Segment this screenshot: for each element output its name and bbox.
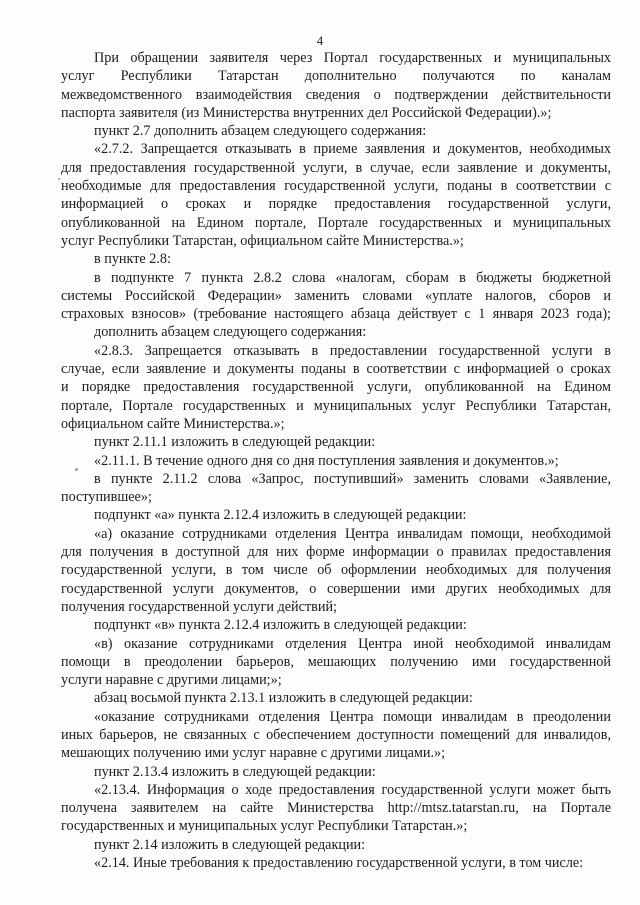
text-line: пункт 2.14 изложить в следующей редакции: bbox=[94, 836, 366, 853]
text-line: «2.13.4. Информация о ходе предоставления государственной услуги может быть bbox=[94, 781, 611, 798]
text-line: опубликованной на Едином портале, Портале государственных и муниципальных bbox=[61, 214, 611, 231]
text-line: официальном сайте Министерства.»; bbox=[61, 415, 285, 432]
text-line: государственной услуги документов, о совершении ими других необходимых для bbox=[61, 580, 611, 597]
text-line: пункт 2.13.4 изложить в следующей редакции: bbox=[94, 763, 376, 780]
text-line: для предоставления государственной услуги, в случае, если заявление и документы, bbox=[61, 159, 611, 176]
text-line: пункт 2.7 дополнить абзацем следующего содержания: bbox=[94, 123, 427, 140]
text-line: иных барьеров, не связанных с обеспечением доступности помещений для инвалидов, bbox=[61, 726, 611, 743]
text-line: страховых взносов» (требование настоящего абзаца действует с 1 января 2023 года); bbox=[61, 306, 611, 323]
text-line: пункт 2.11.1 изложить в следующей редакции: bbox=[94, 434, 376, 451]
text-line: услуги наравне с другими лицами;»; bbox=[61, 672, 282, 689]
text-line: дополнить абзацем следующего содержания: bbox=[94, 324, 367, 341]
text-line: государственных и муниципальных услуг Республики Татарстан.»; bbox=[61, 818, 468, 835]
text-line: «2.11.1. В течение одного дня со дня поступления заявления и документов.»; bbox=[94, 452, 559, 469]
text-line: услуг Республики Татарстан дополнительно получаются по каналам bbox=[61, 68, 611, 85]
text-line: подпункт «а» пункта 2.12.4 изложить в следующей редакции: bbox=[94, 507, 467, 524]
text-line: в подпункте 7 пункта 2.8.2 слова «налогам, сборам в бюджеты бюджетной bbox=[94, 269, 611, 286]
text-line: «2.14. Иные требования к предоставлению государственной услуги, в том числе: bbox=[94, 855, 584, 872]
text-line: «2.7.2. Запрещается отказывать в приеме заявления и документов, необходимых bbox=[94, 141, 611, 158]
text-line: в пункте 2.11.2 слова «Запрос, поступивший» заменить словами «Заявление, bbox=[94, 470, 611, 487]
text-line: абзац восьмой пункта 2.13.1 изложить в следующей редакции: bbox=[94, 690, 473, 707]
text-line: в пункте 2.8: bbox=[94, 251, 171, 268]
text-line: «оказание сотрудниками отделения Центра помощи инвалидам в преодолении bbox=[94, 708, 611, 725]
text-line: информацией о сроках и порядке предоставления государственной услуги, bbox=[61, 196, 611, 213]
text-line: и порядке предоставления государственной услуги, опубликованной на Едином bbox=[61, 379, 611, 396]
text-line: «в) оказание сотрудниками отделения Центра иной необходимой инвалидам bbox=[94, 635, 611, 652]
text-line: межведомственного взаимодействия сведения о подтверждении действительности bbox=[61, 86, 611, 103]
text-line: необходимые для предоставления государственной услуги, поданы в соответствии с bbox=[61, 178, 611, 195]
text-line: помощи в преодолении барьеров, мешающих получению ими государственной bbox=[61, 653, 611, 670]
text-line: получения государственной услуги действий; bbox=[61, 598, 337, 615]
text-line: паспорта заявителя (из Министерства внутренних дел Российской Федерации).»; bbox=[61, 104, 552, 121]
text-line: подпункт «в» пункта 2.12.4 изложить в следующей редакции: bbox=[94, 617, 467, 634]
scan-speck bbox=[58, 178, 60, 180]
text-line: услуг Республики Татарстан, официальном сайте Министерства.»; bbox=[61, 232, 464, 249]
text-line: для получения в доступной для них форме информации о правилах предоставления bbox=[61, 544, 611, 561]
scan-speck bbox=[75, 468, 78, 471]
page-number: 4 bbox=[316, 33, 324, 48]
text-line: портале, Портале государственных и муниципальных услуг Республики Татарстан, bbox=[61, 397, 611, 414]
text-line: государственной услуги, в том числе об оформлении необходимых для получения bbox=[61, 562, 611, 579]
text-line: «2.8.3. Запрещается отказывать в предоставлении государственной услуги в bbox=[94, 342, 611, 359]
text-line: При обращении заявителя через Портал государственных и муниципальных bbox=[94, 50, 611, 66]
text-line: системы Российской Федерации» заменить словами «уплате налогов, сборов и bbox=[61, 287, 611, 304]
text-line: «а) оказание сотрудниками отделения Центра инвалидам помощи, необходимой bbox=[94, 525, 611, 542]
text-line: поступившее»; bbox=[61, 489, 152, 506]
text-line: получена заявителем на сайте Министерства http://mtsz.tatarstan.ru, на Портале bbox=[61, 800, 611, 817]
document-body bbox=[61, 49, 611, 872]
text-line: случае, если заявление и документы поданы в соответствии с информацией о сроках bbox=[61, 361, 611, 378]
text-line: мешающих получению ими услуг наравне с другими лицами.»; bbox=[61, 745, 446, 762]
